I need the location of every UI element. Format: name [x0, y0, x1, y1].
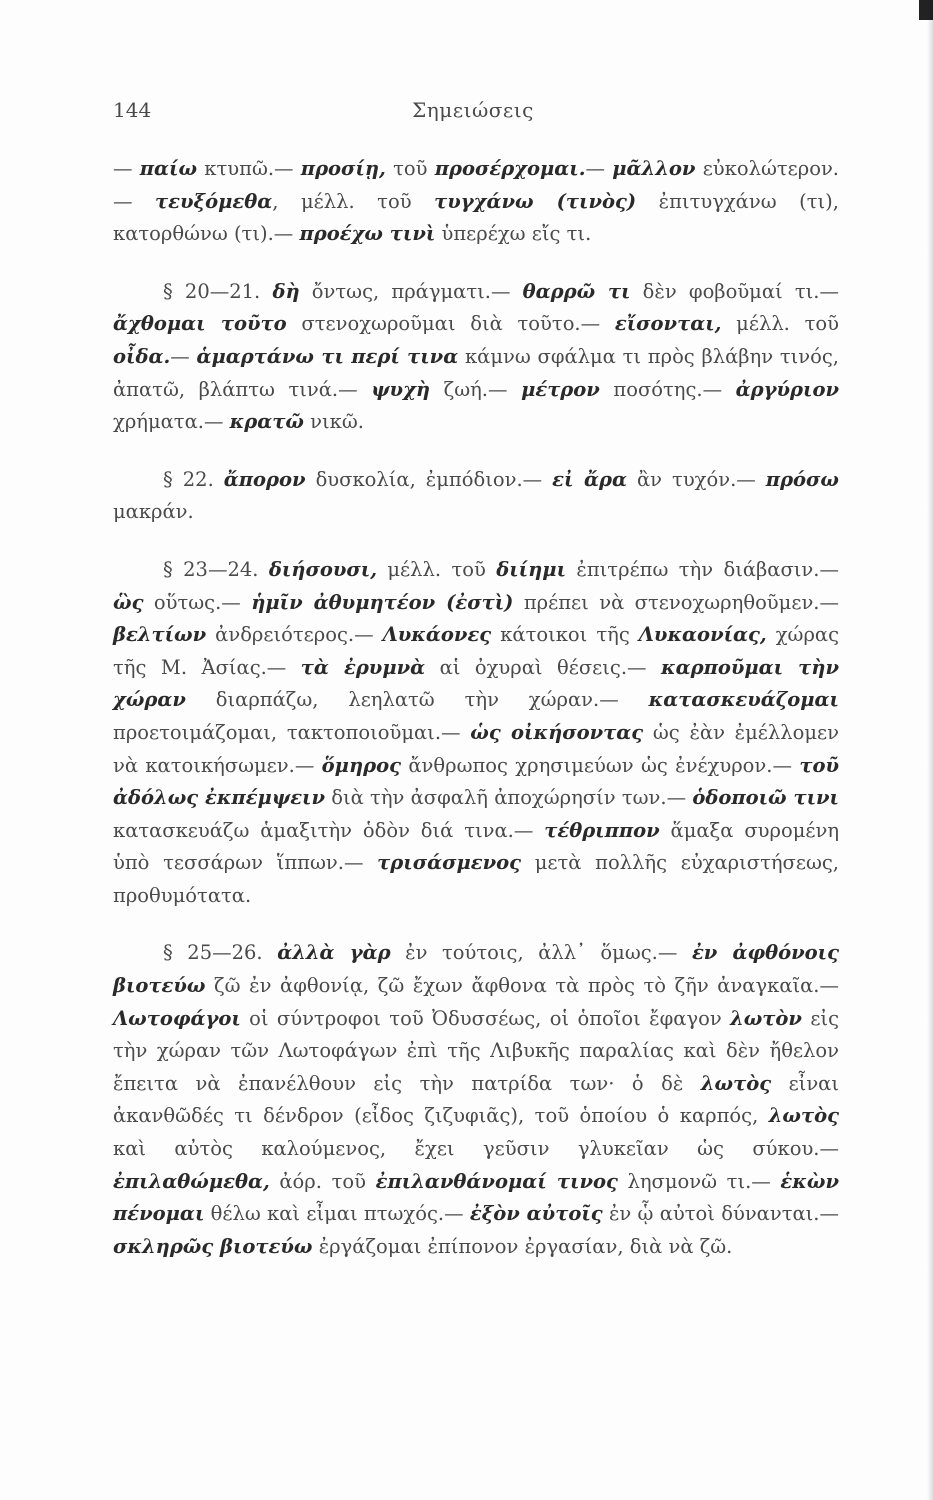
lemma: λωτὸν — [730, 1006, 802, 1030]
lemma: σκληρῶς βιοτεύω — [113, 1234, 313, 1258]
running-title: Σημειώσεις — [412, 98, 534, 122]
lemma: ψυχὴ — [371, 377, 431, 401]
gloss-text: ἀνδρειότερος.— — [206, 623, 383, 647]
lemma: καρποῦμαι τὴν χώραν — [113, 655, 839, 712]
gloss-text: πρέπει νὰ στενοχωρηθοῦμεν.— — [513, 590, 839, 614]
gloss-text: ὡς ἐὰν ἐμέλλομεν νὰ κατοικήσωμεν.— — [113, 720, 839, 777]
lemma: βελτίων — [113, 623, 207, 647]
lemma: τρισάσμενος — [377, 851, 521, 875]
gloss-text: δυσκολία, ἐμπόδιον.— — [305, 467, 553, 491]
lemma: μᾶλλον — [612, 157, 696, 180]
gloss-text: διὰ τὴν ἀσφαλῆ ἀποχώρησίν των.— — [325, 786, 693, 810]
page-header — [113, 98, 833, 132]
gloss-text: δὲν φοβοῦμαί τι.— — [630, 279, 839, 303]
page-number: 144 — [113, 98, 152, 122]
gloss-text: μετὰ πολλῆς εὐχαριστήσεως, προθυμότατα. — [113, 851, 839, 907]
lemma: λωτὸς — [768, 1104, 839, 1128]
gloss-text: αἱ ὀχυραὶ θέσεις.— — [425, 655, 661, 679]
lemma: ἀλλὰ γὰρ — [277, 941, 391, 965]
notes-body — [113, 153, 839, 1288]
paragraph — [113, 153, 839, 251]
lemma: μέτρον — [521, 377, 600, 401]
lemma: ἐπιλανθάνομαί τινος — [375, 1169, 618, 1193]
gloss-text: κτυπῶ.— — [197, 157, 301, 180]
gloss-text: μακράν. — [113, 500, 194, 524]
gloss-text: ἅμαξα συρομένη ὑπὸ τεσσάρων ἵππων.— — [113, 818, 840, 875]
gloss-text: στενοχωροῦμαι διὰ τοῦτο.— — [286, 312, 615, 336]
gloss-text: θέλω καὶ εἶμαι πτωχός.— — [204, 1202, 470, 1226]
gloss-text: ζωή.— — [430, 377, 522, 401]
gloss-text: καὶ αὐτὸς καλούμενος, ἔχει γεῦσιν γλυκεῖαν ὡς σύκου.— — [113, 1137, 839, 1161]
paragraph — [113, 276, 839, 439]
lemma: Λυκάονες — [382, 623, 492, 647]
gloss-text: , μέλλ. τοῦ — [272, 189, 435, 213]
lemma: ὁδοποιῶ τινι — [692, 786, 839, 810]
gloss-text: τοῦ — [385, 157, 435, 180]
page-edge-shadow — [927, 0, 933, 1500]
lemma: ἄχθομαι τοῦτο — [113, 312, 287, 336]
paragraph — [113, 464, 839, 529]
lemma: προέχω τινὶ — [299, 222, 436, 246]
gloss-text: — — [113, 157, 140, 180]
lemma: οἶδα. — [113, 344, 171, 368]
gloss-text: — — [585, 157, 613, 180]
paragraph — [113, 554, 839, 913]
gloss-text: νικῶ. — [303, 410, 364, 434]
gloss-text: οὕτως.— — [143, 590, 252, 614]
gloss-text: χώρας τῆς Μ. Ἀσίας.— — [113, 623, 840, 679]
lemma: τυγχάνω (τινὸς) — [434, 189, 637, 213]
gloss-text: ἀόρ. τοῦ — [269, 1169, 376, 1193]
gloss-text: ἐργάζομαι ἐπίπονον ἐργασίαν, διὰ νὰ ζῶ. — [312, 1234, 733, 1258]
lemma: κρατῶ — [229, 410, 304, 434]
lemma: ἁμαρτάνω τι περί τινα — [196, 344, 459, 368]
lemma: ἐξὸν αὐτοῖς — [469, 1202, 603, 1226]
lemma: ἡμῖν ἀθυμητέον (ἐστὶ) — [251, 590, 514, 614]
paragraph — [113, 937, 839, 1263]
lemma: ἀργύριον — [735, 377, 839, 401]
gloss-text: κάτοικοι τῆς — [491, 623, 639, 647]
gloss-text: εἰς τὴν χώραν τῶν Λωτοφάγων ἐπὶ τῆς Λιβυκῆς παραλίας καὶ δὲν ἤθελον ἔπειτα νὰ ἐπανέλθουν εἰς τὴν πατρίδα των· ὁ δὲ — [113, 1006, 839, 1095]
gloss-text: ἐπιτρέπω τὴν διάβασιν.— — [566, 557, 839, 581]
gloss-text: ἐπιτυγχάνω (τι), κατορθώνω (τι).— — [113, 189, 839, 246]
lemma: ἑκὼν πένομαι — [113, 1169, 839, 1226]
lemma: ἄπορον — [223, 467, 306, 491]
gloss-text: ἄνθρωπος χρησιμεύων ὡς ἐνέχυρον.— — [400, 753, 800, 777]
gloss-text: ποσότης.— — [599, 377, 736, 401]
lemma: παίω — [139, 157, 198, 180]
gloss-text: ὑπερέχω εἴς τι. — [435, 222, 592, 246]
lemma: ὅμηρος — [321, 753, 401, 777]
lemma: κατασκευάζομαι — [648, 688, 839, 712]
gloss-text: προετοιμάζομαι, τακτοποιοῦμαι.— — [113, 720, 471, 744]
lemma: προσίῃ, — [300, 157, 386, 180]
gloss-text: § 22. — [163, 467, 224, 491]
lemma: διήσουσι, — [268, 557, 377, 581]
lemma: ἐν ἀφθόνοις βιοτεύω — [113, 941, 839, 998]
gloss-text: μέλλ. τοῦ — [721, 312, 839, 336]
gloss-text: ἂν τυχόν.— — [627, 467, 766, 491]
gloss-text: λησμονῶ τι.— — [617, 1169, 781, 1193]
lemma: ὣς — [113, 590, 144, 614]
lemma: Λυκαονίας, — [638, 623, 767, 647]
gloss-text: κατασκευάζω ἁμαξιτὴν ὁδὸν διά τινα.— — [113, 818, 545, 842]
gloss-text: οἱ σύντροφοι τοῦ Ὀδυσσέως, οἱ ὁποῖοι ἔφαγον — [240, 1006, 731, 1030]
lemma: λωτὸς — [700, 1071, 772, 1095]
lemma: ὡς οἰκήσοντας — [470, 720, 644, 744]
gloss-text: ἐν ᾧ αὐτοὶ δύνανται.— — [602, 1202, 839, 1226]
lemma: προσέρχομαι. — [434, 157, 586, 180]
lemma: ἐπιλαθώμεθα, — [113, 1169, 270, 1193]
gloss-text: διαρπάζω, λεηλατῶ τὴν χώραν.— — [185, 688, 649, 712]
lemma: διίημι — [496, 557, 566, 581]
lemma: τευξόμεθα — [155, 189, 273, 213]
gloss-text: εἶναι ἀκανθῶδές τι δένδρον (εἶδος ζιζυφιᾶς), τοῦ ὁποίου ὁ καρπός, — [113, 1071, 839, 1128]
gloss-text: § 25—26. — [163, 941, 278, 965]
gloss-text: § 20—21. — [163, 279, 273, 303]
lemma: δὴ — [272, 279, 300, 303]
lemma: τοῦ ἀδόλως ἐκπέμψειν — [113, 753, 839, 810]
lemma: τέθριππον — [544, 818, 660, 842]
lemma: πρόσω — [765, 467, 839, 491]
gloss-text: μέλλ. τοῦ — [377, 557, 497, 581]
gloss-text: § 23—24. — [163, 557, 269, 581]
gloss-text: κάμνω σφάλμα τι πρὸς βλάβην τινός, ἀπατῶ, βλάπτω τινά.— — [113, 344, 839, 401]
lemma: εἰ ἄρα — [552, 467, 628, 491]
gloss-text: χρήματα.— — [113, 410, 230, 434]
lemma: τὰ ἐρυμνὰ — [300, 655, 426, 679]
gloss-text: εὐκολώτερον.— — [113, 157, 839, 213]
lemma: θαρρῶ τι — [522, 279, 631, 303]
gloss-text: ἐν τούτοις, ἀλλ᾽ ὅμως.— — [390, 941, 692, 965]
gloss-text: — — [170, 344, 197, 368]
gloss-text: ζῶ ἐν ἀφθονίᾳ, ζῶ ἔχων ἄφθονα τὰ πρὸς τὸ ζῆν ἀναγκαῖα.— — [205, 974, 839, 998]
gloss-text: ὄντως, πράγματι.— — [299, 279, 523, 303]
lemma: εἴσονται, — [614, 312, 722, 336]
lemma: Λωτοφάγοι — [113, 1006, 241, 1030]
